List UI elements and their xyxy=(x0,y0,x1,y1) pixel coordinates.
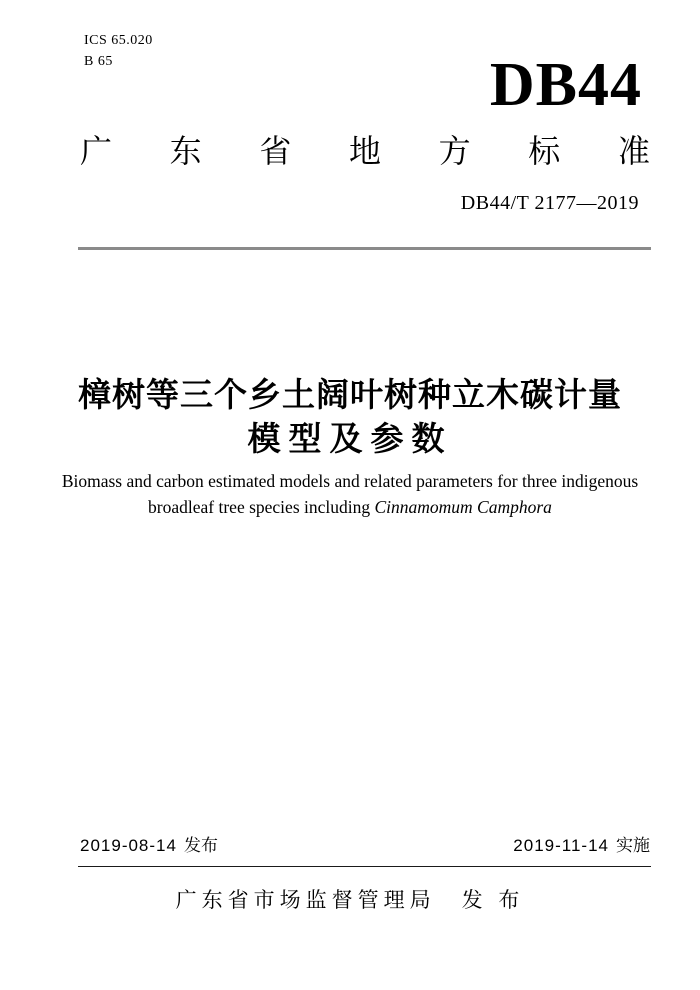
footer-divider xyxy=(78,866,651,867)
ics-block xyxy=(84,30,153,72)
standard-number: DB44/T 2177—2019 xyxy=(460,192,639,214)
document-title-zh xyxy=(0,373,700,461)
issue-date-line xyxy=(80,836,218,856)
standard-type-char: 地 xyxy=(348,133,381,169)
standard-type-char: 省 xyxy=(259,133,292,169)
document-title-en-line2 xyxy=(0,494,700,520)
document-title-en-line2-text: broadleaf tree species including xyxy=(148,497,371,517)
standard-type-char: 标 xyxy=(528,133,561,169)
implementation-label: 实施 xyxy=(616,836,650,855)
document-title-en-line1: Biomass and carbon estimated models and related parameters for three indigenous xyxy=(61,471,639,491)
document-title-zh-line2: 模型及参数 xyxy=(247,420,453,457)
standard-type-char: 准 xyxy=(617,133,650,169)
document-title-zh-line1: 樟树等三个乡土阔叶树种立木碳计量 xyxy=(78,376,622,413)
dates-row xyxy=(80,836,650,856)
species-latin-name: Cinnamomum Camphora xyxy=(374,497,552,517)
issue-label: 发布 xyxy=(183,836,218,855)
classification-code: B 65 xyxy=(84,54,113,69)
db44-logo: DB44 xyxy=(489,51,642,119)
implementation-date: 2019-11-14 xyxy=(513,836,609,855)
publisher-name: 广东省市场监督管理局 xyxy=(175,889,436,912)
standard-type-title xyxy=(80,133,650,169)
publish-label: 发 布 xyxy=(461,889,525,912)
header-divider xyxy=(78,247,651,250)
ics-code: ICS 65.020 xyxy=(84,33,153,48)
implementation-date-line xyxy=(513,836,650,856)
publisher-line xyxy=(0,889,700,913)
document-title-en xyxy=(0,468,700,520)
standard-type-char: 东 xyxy=(169,133,202,169)
issue-date: 2019-08-14 xyxy=(80,836,177,855)
standard-type-char: 广 xyxy=(80,133,113,169)
standard-type-char: 方 xyxy=(438,133,471,169)
